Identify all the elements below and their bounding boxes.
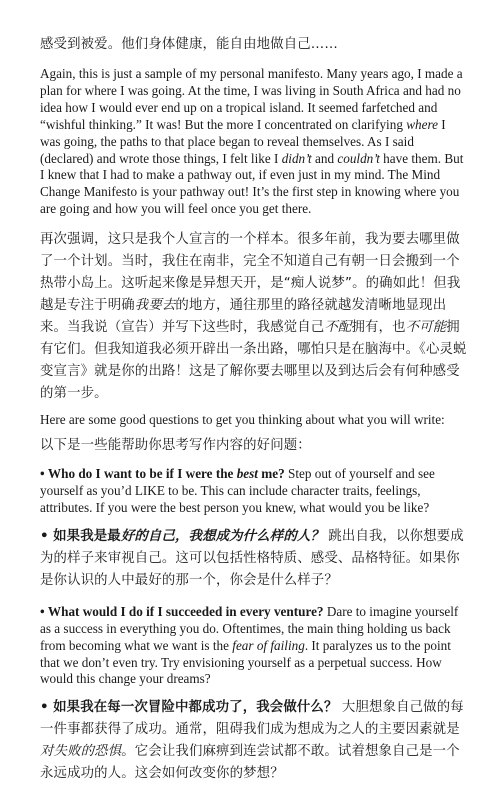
emphasis-text: best: [236, 466, 258, 482]
question-heading: me?: [257, 466, 285, 482]
bullet-icon: •: [40, 700, 49, 716]
paragraph-zh-intro: [40, 34, 468, 56]
emphasis-text: 我要去: [134, 298, 176, 314]
emphasis-text: fear of failing: [232, 637, 305, 653]
paragraph-zh-questions-intro: [40, 435, 468, 457]
text-span: . It paralyzes us to the point that we don’t even try. Try envisioning yourself as a perpetual success. How would this change your dreams?: [40, 637, 451, 687]
text-span: and: [311, 150, 338, 166]
text-span: 拥有，也: [351, 320, 406, 336]
paragraph-zh-manifesto: [40, 229, 468, 405]
question-2-en: [40, 604, 468, 689]
paragraph-en-manifesto: [40, 66, 468, 218]
bullet-icon: •: [40, 603, 45, 619]
text-span: have them. But I knew that I had to make a pathway out, if even just in my mind. The Mind Change Manifesto is your pathway out! It’s the first step in knowing where you are going and how you will feel once you get there.: [40, 150, 464, 217]
question-2-zh: [40, 697, 468, 785]
text-span: 再次强调，这只是我个人宣言的一个样本。很多年前，我为要去哪里做了一个计划。当时，我住在南非，完全不知道自己有朝一日会搬到一个热带小岛上。这听起来像是异想天开，是“痴人说梦”。的确如此！但我越是专注于明确: [40, 232, 461, 314]
text-span: 以下是一些能帮助你思考写作内容的好问题：: [40, 438, 311, 454]
text-span: Dare to imagine yourself as a success in everything you do. Oftentimes, the main thing holding us back from becoming what we want is the: [40, 603, 459, 653]
emphasis-text: couldn’t: [337, 150, 380, 166]
document-page: [40, 0, 468, 785]
text-span: Here are some good questions to get you thinking about what you will write:: [40, 412, 445, 428]
emphasis-text: 不可能: [405, 320, 447, 336]
question-heading: 如果我是最: [53, 528, 121, 544]
text-span: 大胆想象自己做的每一件事都获得了成功。通常，阻碍我们成为想成为之人的主要因素就是: [40, 700, 464, 738]
text-span: I was going, the paths to that place began to reveal themselves. As I said (declared) and wrote those things, I felt like I: [40, 116, 446, 166]
question-1-en: [40, 466, 468, 517]
text-span: 拥有它们。但我知道我必须开辟出一条出路，哪怕只是在脑海中。《心灵蜕变宣言》就是你的出路！这是了解你要去哪里以及到达后会有何种感受的第一步。: [40, 320, 467, 402]
emphasis-text: didn’t: [281, 150, 312, 166]
bullet-icon: •: [40, 466, 45, 482]
emphasis-text: 不配: [324, 320, 352, 336]
text-span: 跳出自我，以你想要成为的样子来审视自己。这可以包括性格特质、感受、品格特征。如果你是你认识的人中最好的那一个，你会是什么样子？: [40, 528, 464, 588]
question-1-zh: [40, 526, 468, 592]
text-span: Again, this is just a sample of my personal manifesto. Many years ago, I made a plan for where I was going. At the time, I was living in South Africa and had no idea how I would ever end up on a tropical island. It seemed farfetched and “wishful thinking.” It was! But the more I concentrated on clarifying: [40, 66, 463, 132]
emphasis-text: where: [406, 116, 438, 132]
paragraph-en-questions-intro: [40, 412, 468, 429]
text-span: Step out of yourself and see yourself as you’d LIKE to be. This can include character traits, feelings, attributes. If you were the best person you knew, what would you be like?: [40, 466, 435, 515]
text-span: 感受到被爱。他们身体健康，能自由地做自己……: [40, 37, 338, 52]
question-heading: Who do I want to be if I were the: [47, 466, 237, 482]
text-span: 。它会让我们麻痹到连尝试都不敢。试着想象自己是一个永远成功的人。这会如何改变你的梦想？: [40, 744, 460, 782]
emphasis-text: 好的自己，我想成为什么样的人？: [120, 528, 324, 544]
question-heading: 如果我在每一次冒险中都成功了，我会做什么？: [53, 700, 338, 716]
text-span: 的地方，通往那里的路径就越发清晰地显现出来。当我说（宣告）并写下这些时，我感觉自己: [40, 298, 447, 336]
bullet-icon: •: [40, 528, 49, 544]
question-heading: What would I do if I succeeded in every venture?: [47, 603, 324, 619]
emphasis-text: 对失败的恐惧: [40, 744, 122, 760]
